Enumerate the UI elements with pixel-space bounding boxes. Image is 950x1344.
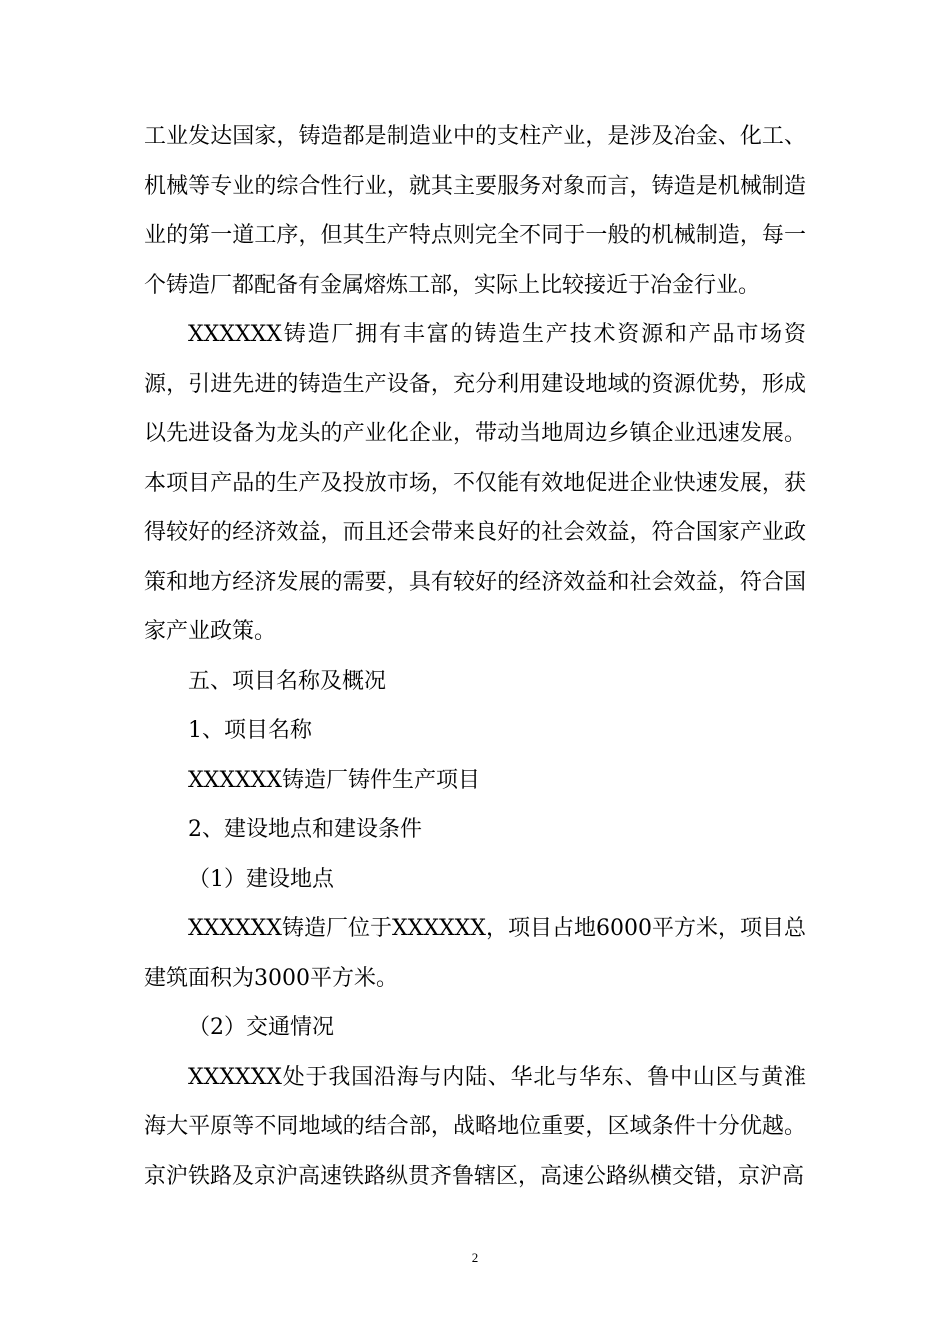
paragraph-project-name: XXXXXX铸造厂铸件生产项目 xyxy=(188,767,480,793)
paragraph-intro-continued: 工业发达国家，铸造都是制造业中的支柱产业，是涉及冶金、化工、机械等专业的综合性行业，就其主要服务对象而言，铸造是机械制造业的第一道工序，但其生产特点则完全不同于一般的机械制造，每一个铸造厂都配备有金属熔炼工部，实际上比较接近于冶金行业。 xyxy=(144,124,806,298)
paragraph-company-resources: XXXXXX铸造厂拥有丰富的铸造生产技术资源和产品市场资源，引进先进的铸造生产设备，充分利用建设地域的资源优势，形成以先进设备为龙头的产业化企业，带动当地周边乡镇企业迅速发展。本项目产品的生产及投放市场，不仅能有效地促进企业快速发展，获得较好的经济效益，而且还会带来良好的社会效益，符合国家产业政策和地方经济发展的需要，具有较好的经济效益和社会效益，符合国家产业政策。 xyxy=(144,322,806,644)
paragraph-transportation: XXXXXX处于我国沿海与内陆、华北与华东、鲁中山区与黄淮海大平原等不同地域的结合部，战略地位重要，区域条件十分优越。京沪铁路及京沪高速铁路纵贯齐鲁辖区，高速公路纵横交错，京沪高 xyxy=(144,1064,806,1189)
section-heading-project-overview: 五、项目名称及概况 xyxy=(188,668,387,694)
document-body xyxy=(144,112,806,1201)
subheading-location: （1）建设地点 xyxy=(188,866,334,892)
subheading-location-conditions: 2、建设地点和建设条件 xyxy=(188,817,422,842)
page-number: 2 xyxy=(471,1250,479,1265)
subheading-project-name: 1、项目名称 xyxy=(188,718,312,743)
subheading-transportation: （2）交通情况 xyxy=(188,1015,334,1040)
paragraph-location: XXXXXX铸造厂位于XXXXXX，项目占地6000平方米，项目总建筑面积为3000平方米。 xyxy=(144,916,806,991)
